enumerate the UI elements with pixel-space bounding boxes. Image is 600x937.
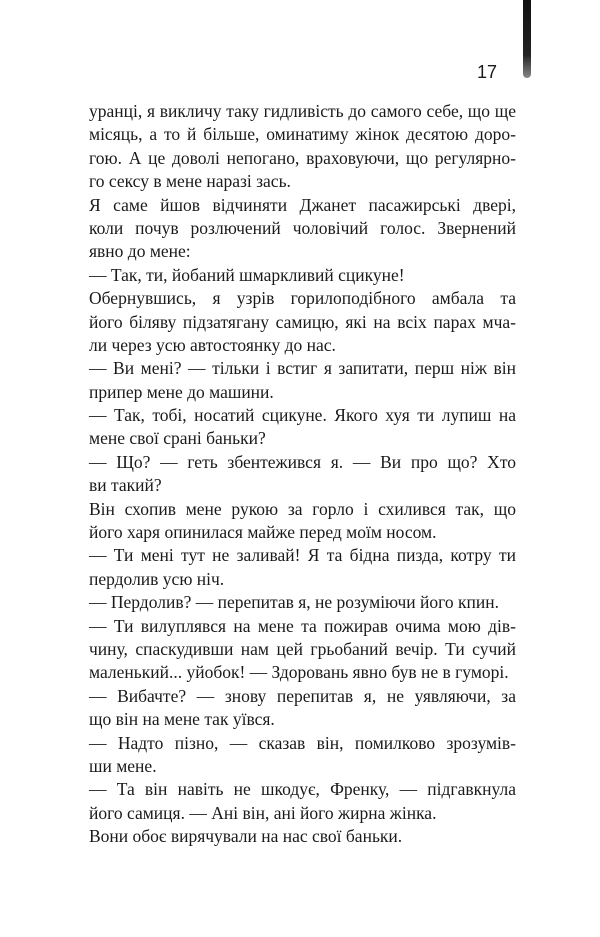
text-line: — Та він навіть не шкодує, Френку, — підгавкнула	[89, 779, 516, 800]
text-line: що він на мене так уївся.	[89, 709, 275, 730]
page-number: 17	[476, 62, 497, 82]
text-line: Обернувшись, я узрів горилоподібного амбала та	[89, 288, 516, 309]
text-line: — Надто пізно, — сказав він, помилково зрозумів-	[89, 732, 516, 753]
text-line: пердолив усю ніч.	[89, 568, 225, 589]
text-line: маленький... уйобок! — Здоровань явно був не в гуморі.	[89, 662, 509, 683]
text-line: коли почув розлючений чоловічий голос. Звернений	[89, 217, 516, 238]
text-line: припер мене до машини.	[89, 381, 274, 402]
text-line: мене свої срані баньки?	[89, 428, 266, 449]
text-line: його самиця. — Ані він, ані його жирна жінка.	[89, 802, 437, 823]
text-line: — Так, ти, йобаний шмаркливий сцикуне!	[89, 264, 405, 285]
text-line: явно до мене:	[89, 241, 191, 262]
text-line: ли через усю автостоянку до нас.	[89, 334, 336, 355]
text-line: місяць, а то й більше, оминатиму жінок десятою доро-	[89, 124, 516, 145]
text-line: чину, спаскудивши нам цей грьобаний вечір. Ти сучий	[89, 638, 516, 659]
text-line: — Пердолив? — перепитав я, не розуміючи його кпин.	[89, 592, 499, 613]
text-line: го сексу в мене наразі зась.	[89, 171, 291, 192]
text-line: ши мене.	[89, 755, 157, 776]
text-line: Вони обоє вирячували на нас свої баньки.	[89, 826, 403, 847]
text-line: його біляву підзатягану самицю, які на всіх парах мча-	[89, 311, 516, 332]
text-line: — Так, тобі, носатий сцикуне. Якого хуя ти лупиш на	[89, 405, 516, 426]
body-text	[89, 100, 516, 849]
text-line: — Ви мені? — тільки і встиг я запитати, перш ніж він	[89, 358, 516, 379]
text-line: гою. А це доволі непогано, враховуючи, що регулярно-	[89, 147, 516, 168]
text-line: — Ти мені тут не заливай! Я та бідна пизда, котру ти	[89, 545, 516, 566]
text-line: уранці, я викличу таку гидливість до самого себе, що ще	[89, 101, 516, 121]
text-line: — Вибачте? — знову перепитав я, не уявляючи, за	[89, 685, 516, 706]
text-line: ви такий?	[89, 475, 162, 496]
text-line: — Ти вилуплявся на мене та пожирав очима мою дів-	[89, 615, 516, 636]
text-line: Я саме йшов відчиняти Джанет пасажирські двері,	[89, 194, 516, 215]
page-edge-marker	[523, 0, 531, 78]
text-line: Він схопив мене рукою за горло і схилився так, що	[89, 498, 516, 519]
text-line: його харя опинилася майже перед моїм носом.	[89, 522, 437, 543]
text-line: — Що? — геть збентежився я. — Ви про що? Хто	[89, 451, 516, 472]
